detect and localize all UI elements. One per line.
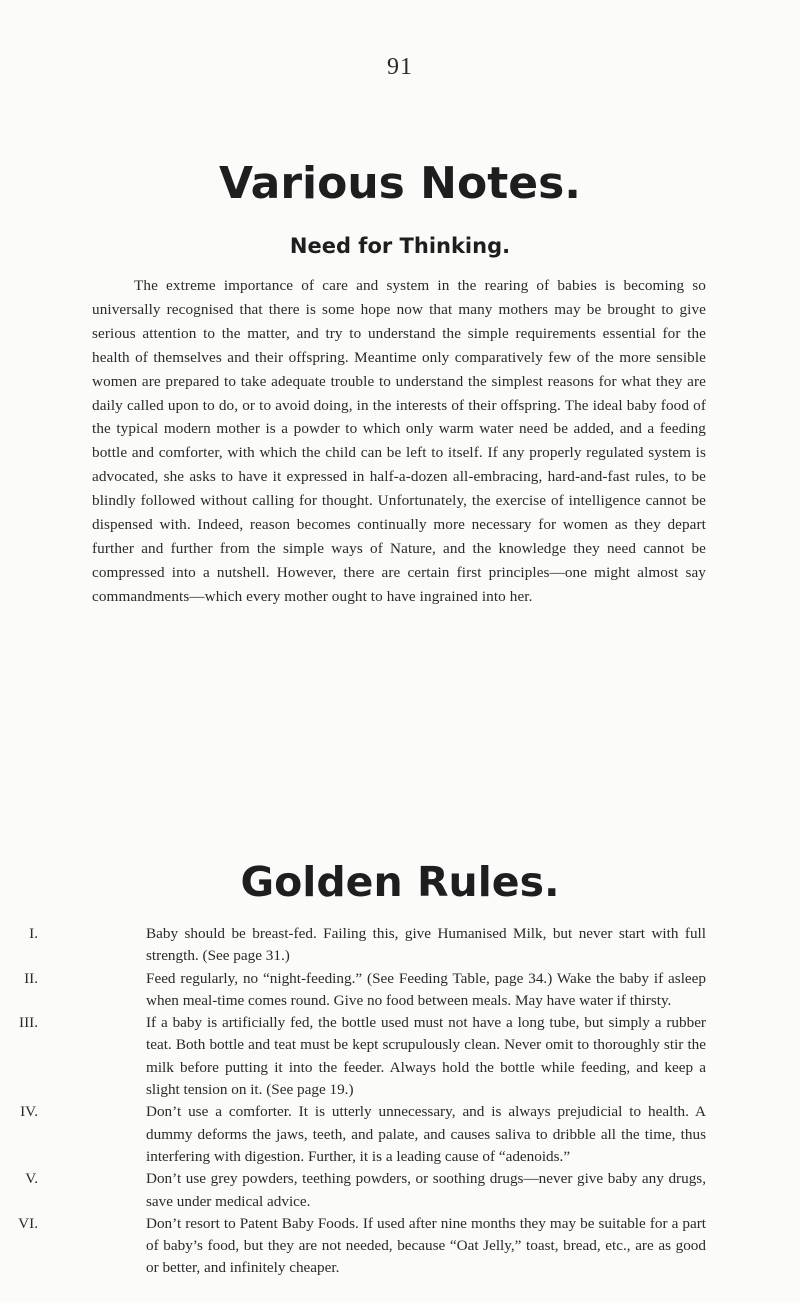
- rule-text: Feed regularly, no “night-feeding.” (See Feeding Table, page 34.) Wake the baby if asleep when meal-time comes round. Give no food between meals. May have water if thirsty.: [146, 969, 706, 1009]
- rule-text: If a baby is artificially fed, the bottle used must not have a long tube, but simply a rubber teat. Both bottle and teat must be kept scrupulously clean. Never omit to thoroughly stir the milk before putting it into the feeder. Always hold the bottle while feeding, and keep a slight tension on it. (See page 19.): [146, 1014, 706, 1099]
- rule-item: [0, 1101, 706, 1168]
- rule-text: Don’t use grey powders, teething powders, or soothing drugs—never give baby any drugs, save under medical advice.: [146, 1170, 706, 1210]
- rules-heading: Golden Rules.: [240, 858, 560, 906]
- rule-text: Don’t resort to Patent Baby Foods. If used after nine months they may be suitable for a part of baby’s food, but they are not needed, because “Oat Jelly,” toast, bread, etc., are as good or better, and infinitely cheaper.: [146, 1214, 706, 1277]
- rule-item: [0, 1168, 706, 1213]
- rule-number: V.: [25, 1170, 38, 1188]
- rule-item: [0, 1012, 706, 1101]
- section-heading: Need for Thinking.: [289, 234, 511, 258]
- rule-number: IV.: [20, 1103, 38, 1121]
- rule-number: II.: [24, 969, 38, 987]
- rule-number: III.: [19, 1014, 38, 1032]
- rule-item: [0, 1213, 706, 1280]
- rule-number: VI.: [18, 1214, 38, 1232]
- rule-text: Don’t use a comforter. It is utterly unnecessary, and is always prejudicial to health. A dummy deforms the jaws, teeth, and palate, and causes saliva to dribble all the time, thus interfering with digestion. Further, it is a leading cause of “adenoids.”: [146, 1103, 706, 1165]
- rule-item: [0, 923, 706, 968]
- golden-rules-list: [0, 923, 800, 1280]
- section-body: The extreme importance of care and system in the rearing of babies is becoming so universally recognised that there is some hope now that many mothers may be brought to give serious attention to the matter, and try to understand the simple requirements essential for the health of themselves and their offspring. Meantime only comparatively few of the more sensible women are prepared to take adequate trouble to understand the simplest reasons for what they are daily called upon to do, or to avoid doing, in the interests of their offspring. The ideal baby food of the typical modern mother is a powder to which only warm water need be added, and a feeding bottle and comforter, with which the child can be left to itself. If any properly regulated system is advocated, she asks to have it expressed in half-a-dozen all-embracing, hard-and-fast rules, to be blindly followed without calling for thought. Unfortunately, the exercise of intelligence cannot be dispensed with. Indeed, reason becomes continually more necessary for women as they depart further and further from the simple ways of Nature, and the knowledge they need cannot be compressed into a nutshell. However, there are certain first principles—one might almost say commandments—which every mother ought to have ingrained into her.: [92, 277, 706, 605]
- rule-number: I.: [29, 925, 38, 942]
- rule-item: [0, 968, 706, 1013]
- page-title: Various Notes.: [218, 158, 581, 209]
- page-number: 91: [387, 54, 413, 80]
- rule-text: Baby should be breast-fed. Failing this, give Humanised Milk, but never start with full strength. (See page 31.): [146, 925, 706, 965]
